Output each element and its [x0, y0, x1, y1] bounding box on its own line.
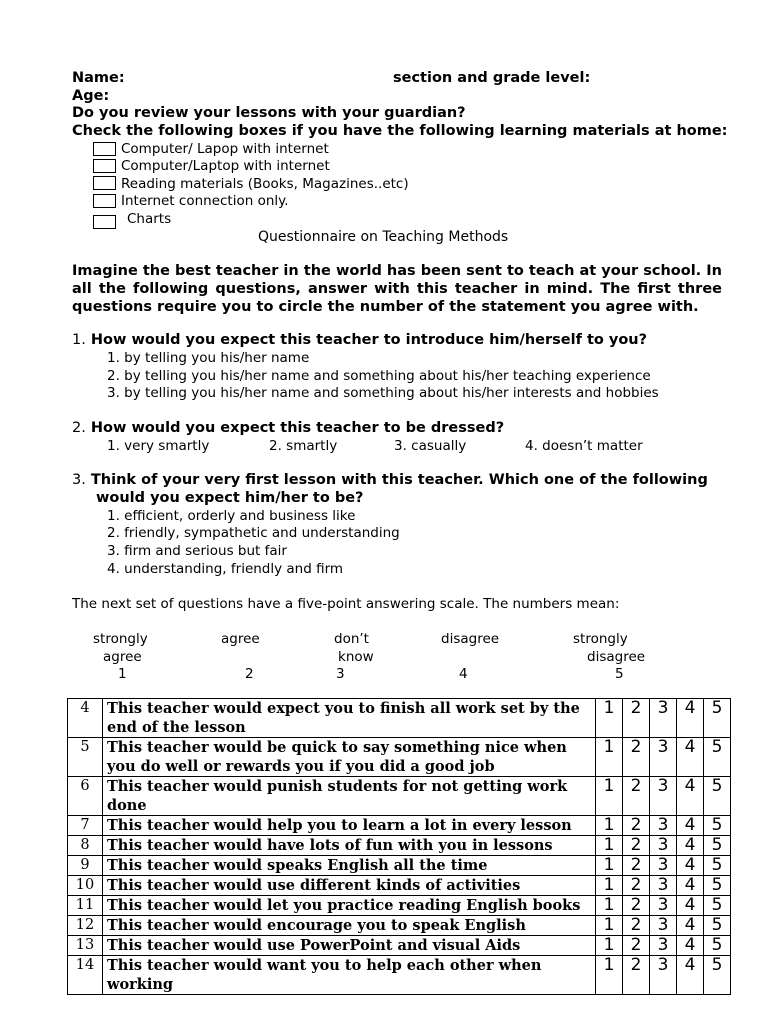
rating-option[interactable]: 1 — [596, 777, 623, 816]
rating-option[interactable]: 3 — [650, 738, 677, 777]
rating-option[interactable]: 5 — [704, 816, 731, 836]
rating-option[interactable]: 4 — [677, 956, 704, 995]
item-statement: This teacher would want you to help each other when working — [103, 956, 596, 995]
materials-instruction: Check the following boxes if you have the following learning materials at home: — [72, 123, 728, 139]
table-row — [68, 916, 731, 936]
scale-number: 2 — [245, 666, 254, 682]
rating-option[interactable]: 1 — [596, 936, 623, 956]
scale-label: don’t — [334, 631, 369, 647]
question-2 — [72, 420, 504, 436]
item-statement: This teacher would use different kinds of activities — [103, 876, 596, 896]
q3-option-1[interactable]: 1. efficient, orderly and business like — [107, 508, 356, 524]
rating-option[interactable]: 3 — [650, 856, 677, 876]
table-row — [68, 956, 731, 995]
rating-option[interactable]: 2 — [623, 699, 650, 738]
rating-option[interactable]: 2 — [623, 777, 650, 816]
scale-number: 5 — [615, 666, 624, 682]
rating-option[interactable]: 3 — [650, 777, 677, 816]
table-row — [68, 936, 731, 956]
question-3-line-2: would you expect him/her to be? — [96, 490, 364, 506]
rating-option[interactable]: 5 — [704, 738, 731, 777]
item-statement: This teacher would encourage you to speak English — [103, 916, 596, 936]
rating-option[interactable]: 5 — [704, 699, 731, 738]
scale-number: 3 — [336, 666, 345, 682]
rating-option[interactable]: 4 — [677, 856, 704, 876]
question-1 — [72, 332, 647, 348]
question-3 — [72, 472, 708, 488]
scale-label: disagree — [441, 631, 500, 647]
material-label: Computer/Laptop with internet — [121, 158, 330, 174]
material-label: Internet connection only. — [121, 193, 289, 209]
rating-option[interactable]: 3 — [650, 876, 677, 896]
scale-label: strongly — [573, 631, 628, 647]
table-row — [68, 816, 731, 836]
rating-option[interactable]: 3 — [650, 936, 677, 956]
item-statement: This teacher would speaks English all the time — [103, 856, 596, 876]
section-grade-label: section and grade level: — [393, 70, 591, 86]
rating-option[interactable]: 3 — [650, 836, 677, 856]
checkbox-material-2[interactable] — [93, 159, 116, 173]
question-text: How would you expect this teacher to be dressed? — [90, 420, 505, 436]
material-label: Reading materials (Books, Magazines..etc) — [121, 176, 409, 192]
scale-number: 1 — [118, 666, 127, 682]
table-row — [68, 876, 731, 896]
rating-option[interactable]: 4 — [677, 699, 704, 738]
q3-option-3[interactable]: 3. firm and serious but fair — [107, 543, 287, 559]
q2-option-1[interactable]: 1. very smartly — [107, 438, 210, 454]
item-number: 7 — [68, 816, 103, 836]
item-number: 10 — [68, 876, 103, 896]
scale-number: 4 — [459, 666, 468, 682]
q2-option-4[interactable]: 4. doesn’t matter — [525, 438, 643, 454]
rating-option[interactable]: 1 — [596, 816, 623, 836]
rating-option[interactable]: 1 — [596, 956, 623, 995]
rating-option[interactable]: 4 — [677, 777, 704, 816]
scale-intro: The next set of questions have a five-point answering scale. The numbers mean: — [72, 596, 620, 612]
scale-label: strongly — [93, 631, 148, 647]
table-row — [68, 738, 731, 777]
rating-option[interactable]: 1 — [596, 916, 623, 936]
rating-option[interactable]: 2 — [623, 836, 650, 856]
checkbox-material-4[interactable] — [93, 194, 116, 208]
rating-option[interactable]: 2 — [623, 856, 650, 876]
rating-option[interactable]: 1 — [596, 836, 623, 856]
rating-option[interactable]: 5 — [704, 777, 731, 816]
question-number: 2. — [72, 420, 86, 436]
item-statement: This teacher would use PowerPoint and visual Aids — [103, 936, 596, 956]
material-label: Charts — [127, 211, 172, 227]
rating-option[interactable]: 1 — [596, 876, 623, 896]
rating-option[interactable]: 1 — [596, 738, 623, 777]
rating-option[interactable]: 3 — [650, 816, 677, 836]
rating-option[interactable]: 5 — [704, 876, 731, 896]
item-number: 9 — [68, 856, 103, 876]
question-number: 1. — [72, 332, 86, 348]
checkbox-material-5[interactable] — [93, 215, 116, 229]
checkbox-material-3[interactable] — [93, 176, 116, 190]
rating-option[interactable]: 2 — [623, 916, 650, 936]
rating-table — [67, 698, 731, 995]
rating-option[interactable]: 4 — [677, 738, 704, 777]
rating-option[interactable]: 2 — [623, 896, 650, 916]
table-row — [68, 777, 731, 816]
rating-option[interactable]: 4 — [677, 876, 704, 896]
material-label: Computer/ Lapop with internet — [121, 141, 329, 157]
q3-option-4[interactable]: 4. understanding, friendly and firm — [107, 561, 344, 577]
checkbox-material-1[interactable] — [93, 142, 116, 156]
table-row — [68, 699, 731, 738]
q1-option-1[interactable]: 1. by telling you his/her name — [107, 350, 310, 366]
table-row — [68, 896, 731, 916]
question-number: 3. — [72, 472, 86, 488]
item-number: 12 — [68, 916, 103, 936]
rating-option[interactable]: 5 — [704, 896, 731, 916]
rating-option[interactable]: 2 — [623, 876, 650, 896]
rating-option[interactable]: 3 — [650, 896, 677, 916]
rating-option[interactable]: 3 — [650, 916, 677, 936]
rating-option[interactable]: 2 — [623, 738, 650, 777]
age-label: Age: — [72, 88, 110, 104]
name-label: Name: — [72, 70, 125, 86]
review-question: Do you review your lessons with your guardian? — [72, 105, 466, 121]
q3-option-2[interactable]: 2. friendly, sympathetic and understanding — [107, 525, 400, 541]
rating-option[interactable]: 4 — [677, 836, 704, 856]
item-statement: This teacher would punish students for not getting work done — [103, 777, 596, 816]
rating-option[interactable]: 2 — [623, 956, 650, 995]
item-number: 13 — [68, 936, 103, 956]
rating-option[interactable]: 4 — [677, 816, 704, 836]
rating-option[interactable]: 5 — [704, 856, 731, 876]
rating-option[interactable]: 5 — [704, 836, 731, 856]
rating-option[interactable]: 5 — [704, 956, 731, 995]
item-number: 6 — [68, 777, 103, 816]
intro-paragraph: Imagine the best teacher in the world has been sent to teach at your school. In all the following questions, answer with this teacher in mind. The first three questions require you to circle the number of the statement you agree with. — [72, 263, 722, 315]
q2-option-2[interactable]: 2. smartly — [269, 438, 338, 454]
questionnaire-title: Questionnaire on Teaching Methods — [258, 229, 509, 245]
scale-label: agree — [221, 631, 260, 647]
item-number: 14 — [68, 956, 103, 995]
item-statement: This teacher would expect you to finish all work set by the end of the lesson — [103, 699, 596, 738]
scale-label: disagree — [587, 649, 646, 665]
item-statement: This teacher would be quick to say something nice when you do well or rewards you if you did a good job — [103, 738, 596, 777]
item-number: 8 — [68, 836, 103, 856]
rating-option[interactable]: 4 — [677, 936, 704, 956]
scale-label: know — [338, 649, 374, 665]
rating-option[interactable]: 5 — [704, 916, 731, 936]
q1-option-2[interactable]: 2. by telling you his/her name and something about his/her teaching experience — [107, 368, 651, 384]
scale-label: agree — [103, 649, 142, 665]
item-number: 4 — [68, 699, 103, 738]
item-statement: This teacher would help you to learn a lot in every lesson — [103, 816, 596, 836]
rating-table-body — [68, 699, 731, 995]
rating-option[interactable]: 1 — [596, 856, 623, 876]
table-row — [68, 856, 731, 876]
rating-option[interactable]: 4 — [677, 896, 704, 916]
table-row — [68, 836, 731, 856]
item-statement: This teacher would have lots of fun with you in lessons — [103, 836, 596, 856]
item-statement: This teacher would let you practice reading English books — [103, 896, 596, 916]
question-text: How would you expect this teacher to introduce him/herself to you? — [90, 332, 648, 348]
q1-option-3[interactable]: 3. by telling you his/her name and something about his/her interests and hobbies — [107, 385, 659, 401]
rating-option[interactable]: 4 — [677, 916, 704, 936]
rating-option[interactable]: 1 — [596, 896, 623, 916]
item-number: 11 — [68, 896, 103, 916]
q2-option-3[interactable]: 3. casually — [394, 438, 467, 454]
question-text: Think of your very first lesson with this teacher. Which one of the following — [90, 472, 708, 488]
rating-option[interactable]: 5 — [704, 936, 731, 956]
rating-option[interactable]: 2 — [623, 936, 650, 956]
rating-option[interactable]: 3 — [650, 956, 677, 995]
item-number: 5 — [68, 738, 103, 777]
rating-option[interactable]: 3 — [650, 699, 677, 738]
rating-option[interactable]: 1 — [596, 699, 623, 738]
rating-option[interactable]: 2 — [623, 816, 650, 836]
